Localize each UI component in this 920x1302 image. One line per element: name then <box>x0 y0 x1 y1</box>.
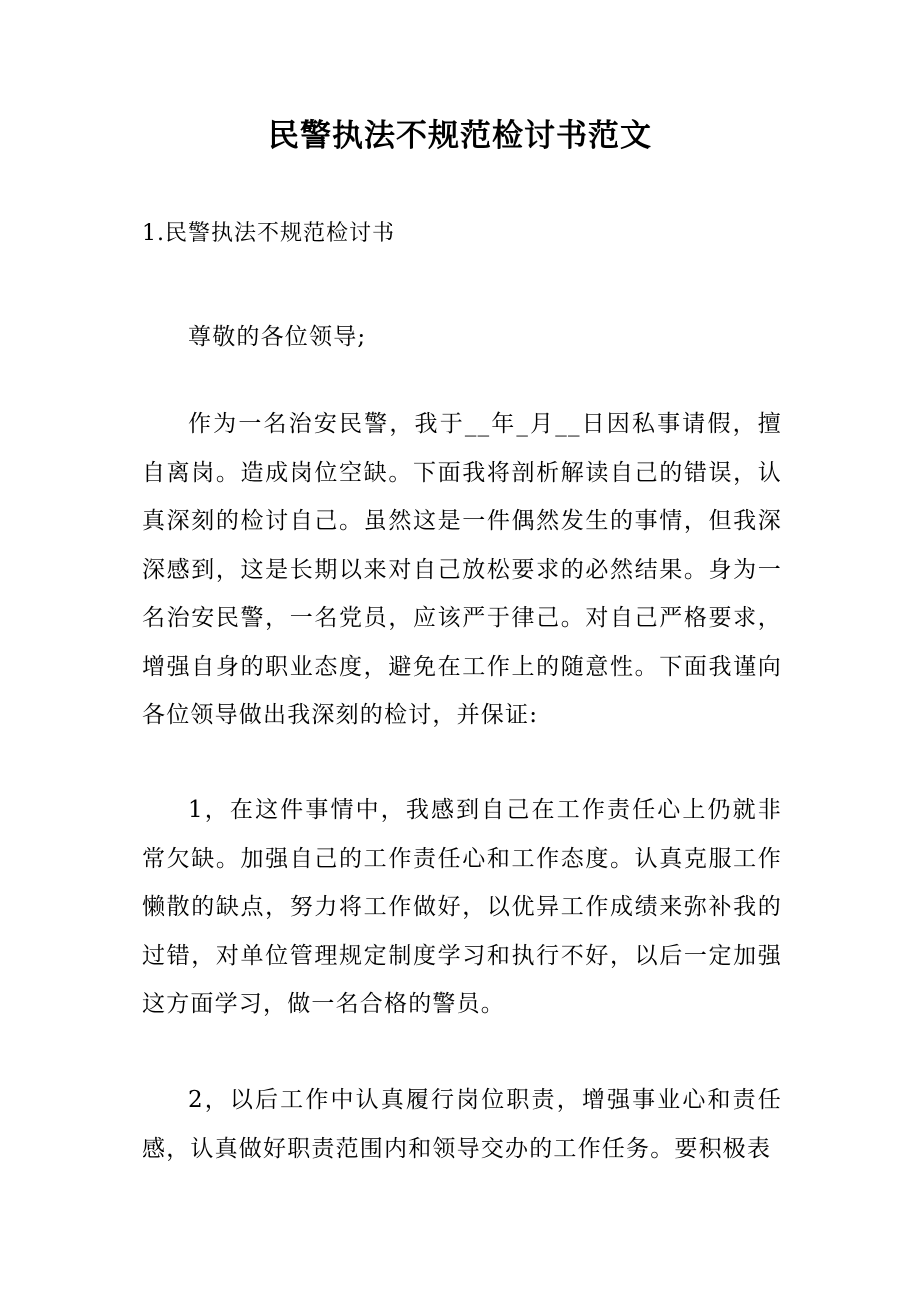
body-paragraph-3: 2，以后工作中认真履行岗位职责，增强事业心和责任感，认真做好职责范围内和领导交办的工作任务。要积极表 <box>142 1087 782 1162</box>
body-paragraph-1: 作为一名治安民警，我于__年_月__日因私事请假，擅自离岗。造成岗位空缺。下面我将剖析解读自己的错误，认真深刻的检讨自己。虽然这是一件偶然发生的事情，但我深深感到，这是长期以来对自己放松要求的必然结果。身为一名治安民警，一名党员，应该严于律己。对自己严格要求，增强自身的职业态度，避免在工作上的随意性。下面我谨向各位领导做出我深刻的检讨，并保证: <box>142 411 782 728</box>
document-title: 民警执法不规范检讨书范文 <box>268 118 652 154</box>
salutation: 尊敬的各位领导; <box>188 324 367 350</box>
section-heading: 1.民警执法不规范检讨书 <box>142 221 395 246</box>
body-paragraph-2: 1，在这件事情中，我感到自己在工作责任心上仍就非常欠缺。加强自己的工作责任心和工作态度。认真克服工作懒散的缺点，努力将工作做好，以优异工作成绩来弥补我的过错，对单位管理规定制度学习和执行不好，以后一定加强这方面学习，做一名合格的警员。 <box>142 797 782 1017</box>
